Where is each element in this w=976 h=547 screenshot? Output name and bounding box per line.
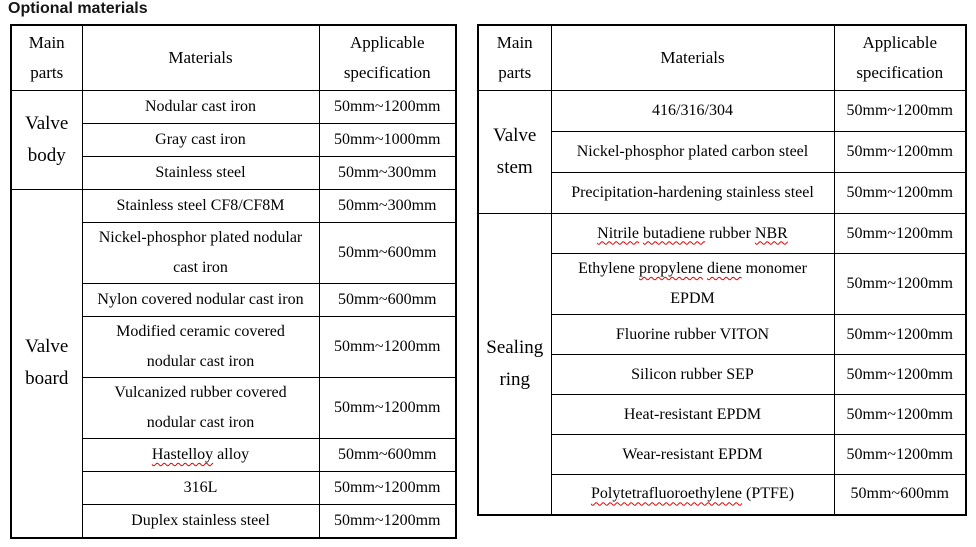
- table-row: [11, 91, 456, 124]
- table-row: [478, 173, 966, 214]
- specification-cell: 50mm~1200mm: [834, 254, 966, 315]
- specification-cell: 50mm~1200mm: [834, 132, 966, 173]
- material-cell: Hastelloy alloy: [82, 439, 319, 472]
- material-cell: Precipitation-hardening stainless steel: [551, 173, 834, 214]
- table-row: [478, 254, 966, 315]
- specification-cell: 50mm~600mm: [319, 284, 456, 317]
- specification-cell: 50mm~1200mm: [319, 91, 456, 124]
- specification-cell: 50mm~1200mm: [319, 378, 456, 439]
- misspelled-word: Nitrile: [597, 224, 639, 242]
- specification-cell: 50mm~1200mm: [319, 472, 456, 505]
- material-cell: Wear-resistant EPDM: [551, 435, 834, 475]
- material-cell: Polytetrafluoroethylene (PTFE): [551, 475, 834, 515]
- table-row: [478, 475, 966, 515]
- specification-cell: 50mm~1200mm: [834, 395, 966, 435]
- column-header: Main parts: [11, 25, 82, 91]
- material-cell: Modified ceramic covered nodular cast iron: [82, 317, 319, 378]
- optional-materials-table-left: [10, 24, 457, 539]
- specification-cell: 50mm~300mm: [319, 157, 456, 190]
- main-part-cell: Valve board: [11, 190, 82, 538]
- misspelled-word: butadiene: [642, 224, 706, 242]
- specification-cell: 50mm~1200mm: [834, 214, 966, 254]
- material-cell: Nitrile butadiene rubber NBR: [551, 214, 834, 254]
- specification-cell: 50mm~1200mm: [319, 317, 456, 378]
- specification-cell: 50mm~1200mm: [834, 173, 966, 214]
- column-header: Applicable specification: [834, 25, 966, 91]
- material-cell: Vulcanized rubber covered nodular cast iron: [82, 378, 319, 439]
- material-cell: Nodular cast iron: [82, 91, 319, 124]
- table-header: [478, 25, 966, 91]
- column-header: Main parts: [478, 25, 551, 91]
- main-part-cell: Valve stem: [478, 91, 551, 214]
- material-cell: Fluorine rubber VITON: [551, 315, 834, 355]
- material-cell: Duplex stainless steel: [82, 505, 319, 538]
- main-part-cell: Sealing ring: [478, 214, 551, 515]
- misspelled-word: diene: [706, 260, 742, 277]
- column-header: Materials: [82, 25, 319, 91]
- material-cell: Gray cast iron: [82, 124, 319, 157]
- misspelled-word: Polytetrafluoroethylene: [590, 485, 743, 503]
- optional-materials-table-right: [477, 24, 967, 516]
- material-cell: Stainless steel: [82, 157, 319, 190]
- table-row: [478, 435, 966, 475]
- material-cell: Ethylene propylene diene monomer EPDM: [551, 254, 834, 315]
- table-row: [478, 132, 966, 173]
- material-cell: Silicon rubber SEP: [551, 355, 834, 395]
- header-row: [478, 25, 966, 91]
- specification-cell: 50mm~1200mm: [834, 91, 966, 132]
- column-header: Applicable specification: [319, 25, 456, 91]
- misspelled-word: Hastelloy: [151, 446, 214, 463]
- material-cell: Stainless steel CF8/CF8M: [82, 190, 319, 223]
- table-row: [478, 91, 966, 132]
- table-row: [478, 315, 966, 355]
- material-cell: Nylon covered nodular cast iron: [82, 284, 319, 317]
- specification-cell: 50mm~300mm: [319, 190, 456, 223]
- material-cell: Heat-resistant EPDM: [551, 395, 834, 435]
- table-row: [478, 214, 966, 254]
- specification-cell: 50mm~1200mm: [319, 505, 456, 538]
- specification-cell: 50mm~600mm: [834, 475, 966, 515]
- specification-cell: 50mm~1000mm: [319, 124, 456, 157]
- header-row: [11, 25, 456, 91]
- misspelled-word: NBR: [754, 224, 788, 242]
- material-cell: 416/316/304: [551, 91, 834, 132]
- material-cell: Nickel-phosphor plated carbon steel: [551, 132, 834, 173]
- specification-cell: 50mm~1200mm: [834, 435, 966, 475]
- table-body: [11, 91, 456, 538]
- column-header: Materials: [551, 25, 834, 91]
- table-row: [478, 395, 966, 435]
- misspelled-word: propylene: [638, 260, 703, 277]
- specification-cell: 50mm~600mm: [319, 223, 456, 284]
- table-header: [11, 25, 456, 91]
- specification-cell: 50mm~1200mm: [834, 355, 966, 395]
- material-cell: 316L: [82, 472, 319, 505]
- specification-cell: 50mm~1200mm: [834, 315, 966, 355]
- table-row: [11, 190, 456, 223]
- main-part-cell: Valve body: [11, 91, 82, 190]
- material-cell: Nickel-phosphor plated nodular cast iron: [82, 223, 319, 284]
- page-title: Optional materials: [8, 0, 148, 17]
- specification-cell: 50mm~600mm: [319, 439, 456, 472]
- table-body: [478, 91, 966, 515]
- table-row: [478, 355, 966, 395]
